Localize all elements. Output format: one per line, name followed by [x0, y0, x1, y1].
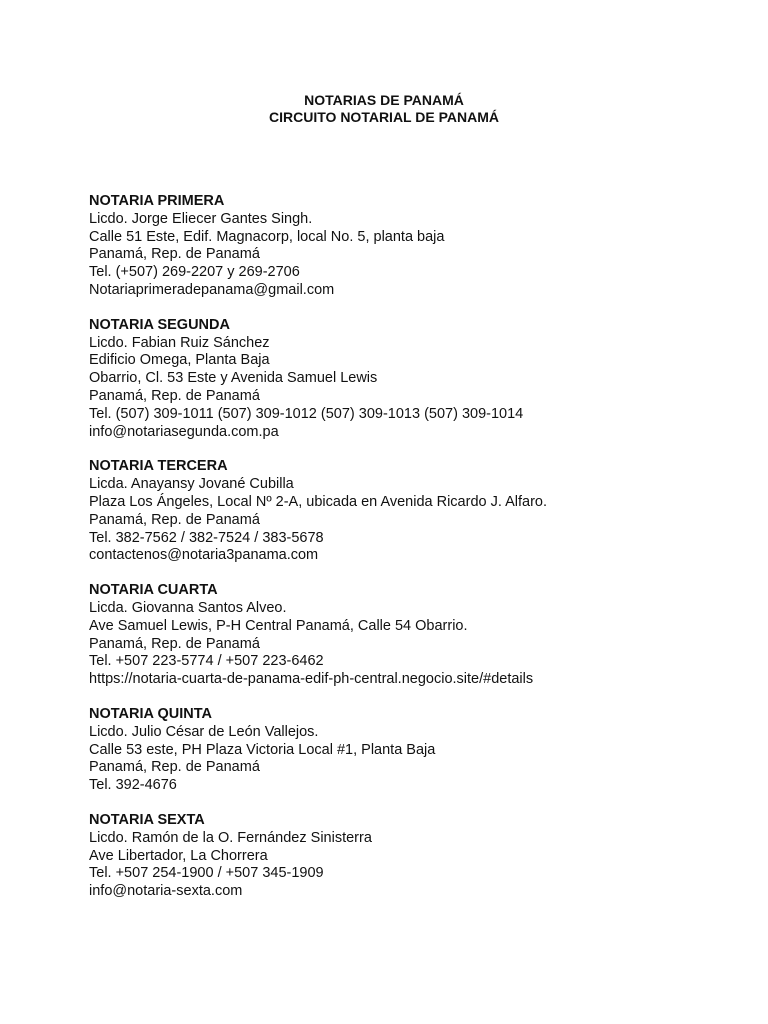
notaria-entry	[89, 458, 729, 565]
notaria-entry	[89, 582, 729, 689]
notaria-detail-line: Licdo. Ramón de la O. Fernández Sinisterra	[89, 829, 372, 846]
heading-subtitle: CIRCUITO NOTARIAL DE PANAMÁ	[269, 109, 499, 125]
notaria-name: NOTARIA QUINTA	[89, 705, 212, 722]
notaria-detail-line: contactenos@notaria3panama.com	[89, 547, 319, 564]
notaria-detail-line: Ave Libertador, La Chorrera	[89, 847, 268, 864]
notaria-name: NOTARIA TERCERA	[89, 458, 228, 475]
notaria-detail-line: Calle 53 este, PH Plaza Victoria Local #1, Planta Baja	[89, 741, 436, 758]
notaria-name: NOTARIA CUARTA	[89, 582, 218, 599]
notaria-detail-line: Tel. 382-7562 / 382-7524 / 383-5678	[89, 529, 324, 546]
notaria-name: NOTARIA SEGUNDA	[89, 316, 230, 333]
notaria-entry	[89, 812, 729, 901]
notaria-entry	[89, 706, 729, 795]
notaria-detail-line: https://notaria-cuarta-de-panama-edif-ph-central.negocio.site/#details	[89, 671, 534, 688]
notaria-detail-line: Notariaprimeradepanama@gmail.com	[89, 281, 335, 298]
notaria-detail-line: Panamá, Rep. de Panamá	[89, 387, 260, 404]
notaria-detail-line: Licdo. Jorge Eliecer Gantes Singh.	[89, 210, 313, 227]
notaria-name: NOTARIA SEXTA	[89, 811, 205, 828]
notaria-detail-line: Edificio Omega, Planta Baja	[89, 352, 270, 369]
notaria-name: NOTARIA PRIMERA	[89, 193, 225, 209]
notaria-detail-line: Panamá, Rep. de Panamá	[89, 635, 260, 652]
notaria-detail-line: Ave Samuel Lewis, P-H Central Panamá, Calle 54 Obarrio.	[89, 617, 468, 634]
notaria-entry	[89, 317, 729, 442]
notaria-list	[89, 193, 729, 918]
document-heading	[0, 92, 768, 126]
notaria-detail-line: Plaza Los Ángeles, Local Nº 2-A, ubicada en Avenida Ricardo J. Alfaro.	[89, 493, 548, 510]
heading-title: NOTARIAS DE PANAMÁ	[304, 92, 464, 108]
notaria-detail-line: Panamá, Rep. de Panamá	[89, 246, 260, 263]
notaria-detail-line: Tel. (507) 309-1011 (507) 309-1012 (507) 309-1013 (507) 309-1014	[89, 405, 524, 422]
notaria-entry	[89, 193, 729, 300]
notaria-detail-line: Obarrio, Cl. 53 Este y Avenida Samuel Lewis	[89, 370, 378, 387]
notaria-detail-line: Tel. +507 254-1900 / +507 345-1909	[89, 865, 324, 882]
notaria-detail-line: Tel. +507 223-5774 / +507 223-6462	[89, 653, 324, 670]
notaria-detail-line: Tel. (+507) 269-2207 y 269-2706	[89, 264, 300, 281]
notaria-detail-line: Panamá, Rep. de Panamá	[89, 511, 260, 528]
notaria-detail-line: Panamá, Rep. de Panamá	[89, 759, 260, 776]
notaria-detail-line: info@notariasegunda.com.pa	[89, 423, 279, 440]
notaria-detail-line: info@notaria-sexta.com	[89, 883, 243, 900]
notaria-detail-line: Licdo. Fabian Ruiz Sánchez	[89, 334, 270, 351]
notaria-detail-line: Licda. Giovanna Santos Alveo.	[89, 599, 287, 616]
notaria-detail-line: Licdo. Julio César de León Vallejos.	[89, 723, 319, 740]
notaria-detail-line: Calle 51 Este, Edif. Magnacorp, local No. 5, planta baja	[89, 228, 445, 245]
notaria-detail-line: Licda. Anayansy Jované Cubilla	[89, 476, 294, 493]
notaria-detail-line: Tel. 392-4676	[89, 777, 177, 794]
